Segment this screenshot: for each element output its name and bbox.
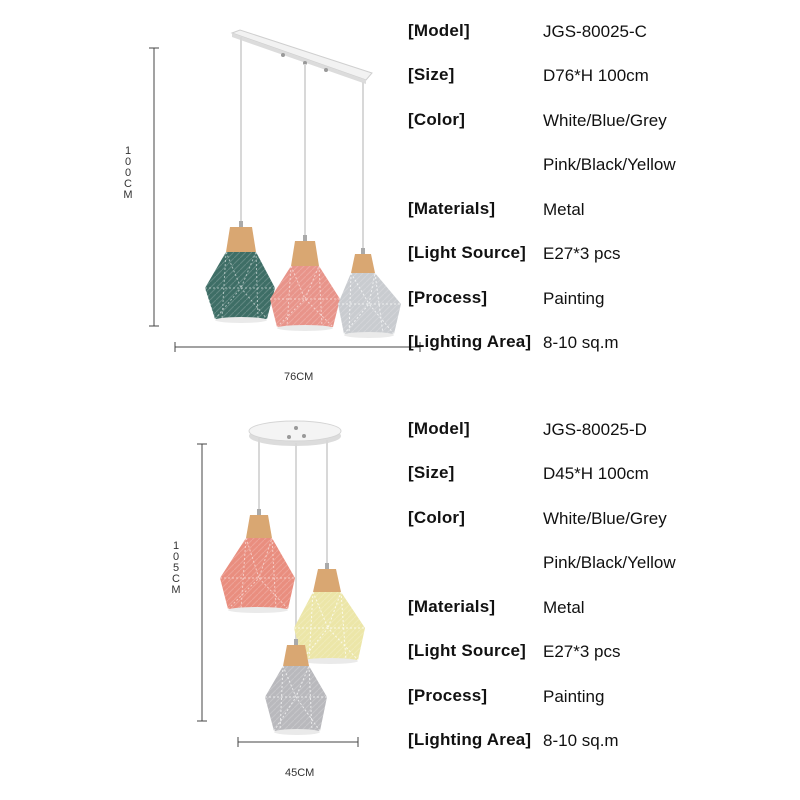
spec-value-color: White/Blue/Grey xyxy=(543,111,667,130)
width-dimension-label: 76CM xyxy=(284,371,314,383)
height-dimension-label: 105CM xyxy=(171,540,181,596)
lamp-shade-pink xyxy=(270,235,340,331)
lamp-shade-pink xyxy=(220,509,295,613)
spec-value-model: JGS-80025-C xyxy=(543,22,647,41)
spec-label-size: [Size] xyxy=(408,463,455,482)
spec-label-materials: [Materials] xyxy=(408,597,496,616)
spec-value-color: White/Blue/Grey xyxy=(543,509,667,528)
spec-value-model: JGS-80025-D xyxy=(543,420,647,439)
spec-label-light-source: [Light Source] xyxy=(408,243,527,262)
spec-label-light-source: [Light Source] xyxy=(408,641,527,660)
lamp-shade-green xyxy=(205,221,275,323)
spec-label-process: [Process] xyxy=(408,686,488,705)
spec-value-lighting-area: 8-10 sq.m xyxy=(543,731,619,750)
spec-label-lighting-area: [Lighting Area] xyxy=(408,332,532,351)
spec-value-light-source: E27*3 pcs xyxy=(543,244,621,263)
spec-label-model: [Model] xyxy=(408,21,470,40)
spec-label-model: [Model] xyxy=(408,419,470,438)
spec-value-lighting-area: 8-10 sq.m xyxy=(543,333,619,352)
width-dimension-label: 45CM xyxy=(285,767,315,779)
spec-value-size: D45*H 100cm xyxy=(543,464,649,483)
canopy-bar-side xyxy=(232,33,366,84)
spec-value-size: D76*H 100cm xyxy=(543,66,649,85)
spec-label-color: [Color] xyxy=(408,508,466,527)
height-dimension-label: 100CM xyxy=(123,145,133,201)
spec-value-materials: Metal xyxy=(543,598,585,617)
cluster-pendant-lamp xyxy=(197,421,365,747)
spec-label-lighting-area: [Lighting Area] xyxy=(408,730,532,749)
spec-label-size: [Size] xyxy=(408,65,455,84)
spec-value-process: Painting xyxy=(543,289,605,308)
spec-value-light-source: E27*3 pcs xyxy=(543,642,621,661)
spec-label-materials: [Materials] xyxy=(408,199,496,218)
spec-label-color: [Color] xyxy=(408,110,466,129)
spec-value-color-2: Pink/Black/Yellow xyxy=(543,155,676,174)
spec-value-materials: Metal xyxy=(543,200,585,219)
canopy-bar xyxy=(232,30,372,80)
canopy-disk xyxy=(249,421,341,441)
spec-label-process: [Process] xyxy=(408,288,488,307)
spec-value-process: Painting xyxy=(543,687,605,706)
lamp-shade-grey xyxy=(338,248,401,338)
spec-value-color-2: Pink/Black/Yellow xyxy=(543,553,676,572)
linear-pendant-lamp xyxy=(149,30,420,352)
